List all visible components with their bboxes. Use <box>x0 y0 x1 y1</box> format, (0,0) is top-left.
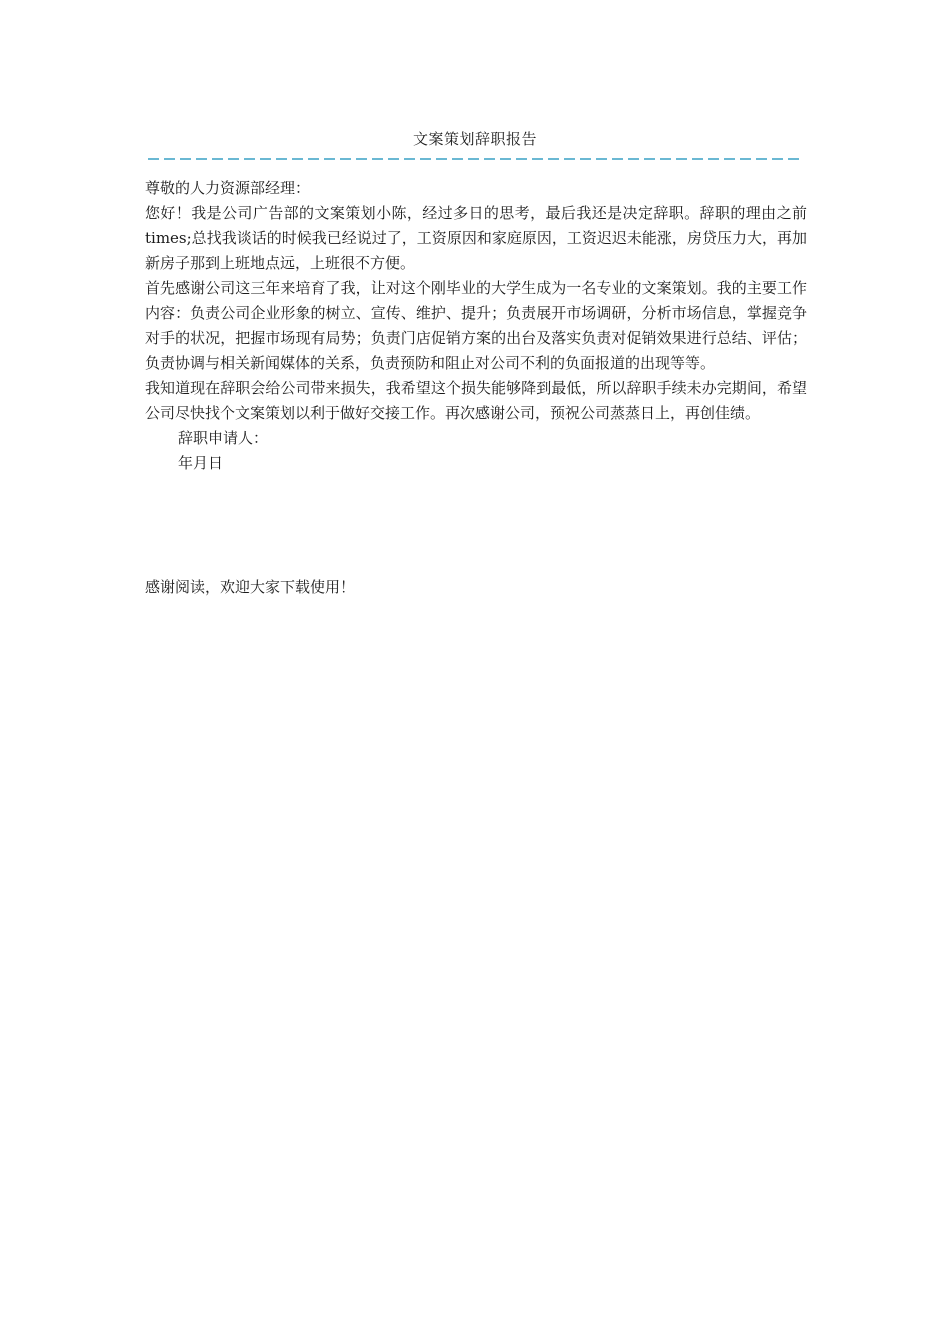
date-label: 年月日 <box>178 454 224 472</box>
paragraph-2: 首先感谢公司这三年来培育了我，让对这个刚毕业的大学生成为一名专业的文案策划。我的主要工作内容：负责公司企业形象的树立、宣传、维护、提升；负责展开市场调研，分析市场信息，掌握竞争对手的状况，把握市场现有局势；负责门店促销方案的出台及落实负责对促销效果进行总结、评估；负责协调与相关新闻媒体的关系，负责预防和阻止对公司不利的负面报道的出现等等。 <box>145 279 807 372</box>
document-body <box>145 176 807 476</box>
salutation: 尊敬的人力资源部经理： <box>145 179 311 197</box>
signature-label: 辞职申请人： <box>178 429 269 447</box>
paragraph-3: 我知道现在辞职会给公司带来损失，我希望这个损失能够降到最低，所以辞职手续未办完期间，希望公司尽快找个文案策划以利于做好交接工作。再次感谢公司，预祝公司蒸蒸日上，再创佳绩。 <box>145 379 807 422</box>
paragraph-1: 您好！我是公司广告部的文案策划小陈，经过多日的思考，最后我还是决定辞职。辞职的理由之前times;总找我谈话的时候我已经说过了，工资原因和家庭原因，工资迟迟未能涨，房贷压力大，再加新房子那到上班地点远，上班很不方便。 <box>145 204 807 272</box>
document-title: 文案策划辞职报告 <box>412 130 537 148</box>
title-divider <box>148 158 800 160</box>
closing-note: 感谢阅读，欢迎大家下载使用！ <box>145 578 356 596</box>
